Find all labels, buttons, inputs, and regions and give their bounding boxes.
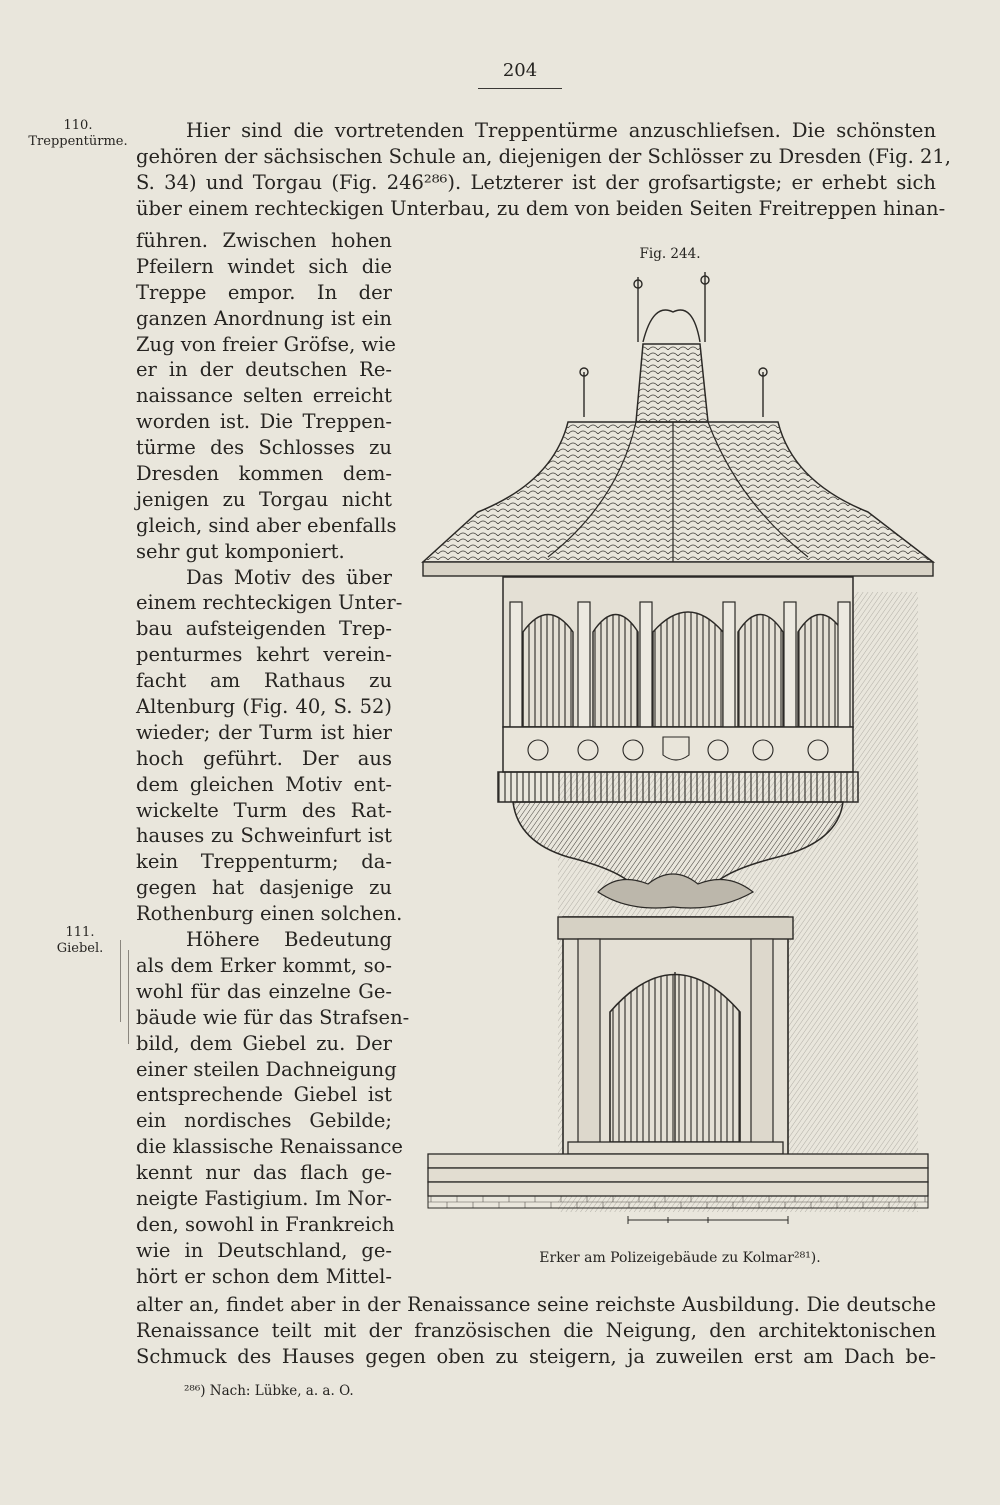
text-line: Höhere Bedeutung [186, 928, 392, 952]
body-text-left-column [136, 228, 410, 1290]
text-line: wieder; der Turm ist hier [136, 720, 392, 744]
text-line: naissance selten erreicht [136, 384, 392, 408]
page-number: 204 [502, 60, 538, 81]
text-line: alter an, findet aber in der Renaissance seine reichste Ausbildung. Die deutsche [136, 1293, 936, 1316]
text-line: wickelte Turm des Rat- [136, 798, 392, 822]
balustrade [503, 727, 853, 772]
text-line: wohl für das einzelne Ge- [136, 979, 392, 1003]
margin-note-label: Treppentürme. [28, 134, 128, 149]
text-line: ganzen Anordnung ist ein [136, 306, 392, 330]
text-line: ein nordisches Gebilde; [136, 1109, 392, 1133]
text-line: neigte Fastigium. Im Nor- [136, 1186, 392, 1210]
oriel-engraving [418, 272, 938, 1232]
text-line: facht am Rathaus zu [136, 669, 392, 693]
text-line: penturmes kehrt verein- [136, 643, 392, 667]
scale-bar [628, 1216, 788, 1224]
margin-rule [120, 940, 121, 1022]
text-line: Pfeilern windet sich die [136, 254, 392, 278]
pavement [428, 1196, 928, 1208]
text-line: sehr gut komponiert. [136, 539, 345, 563]
margin-note-label: Giebel. [56, 941, 104, 956]
margin-note-111 [40, 925, 120, 957]
text-line: Rothenburg einen solchen. [136, 902, 403, 926]
roof-spire [636, 344, 708, 422]
text-line: Hier sind die vortretenden Treppentürme anzuschliefsen. Die schönsten [186, 119, 936, 142]
text-line: kein Treppenturm; da- [136, 850, 392, 874]
margin-note-number: 111. [65, 925, 95, 940]
frieze [498, 772, 858, 802]
text-line: hört er schon dem Mittel- [136, 1264, 392, 1288]
figure-label: Fig. 244. [639, 246, 701, 262]
text-line: wie in Deutschland, ge- [136, 1238, 392, 1262]
text-line: er in der deutschen Re- [136, 358, 392, 382]
roof-eave [423, 562, 933, 576]
text-line: worden ist. Die Treppen- [136, 410, 392, 434]
text-line: entsprechende Giebel ist [136, 1083, 392, 1107]
portal-pilaster [751, 939, 773, 1162]
text-line: Zug von freier Gröfse, wie [136, 332, 396, 356]
margin-rule [128, 950, 129, 1044]
text-line: bau aufsteigenden Trep- [136, 617, 392, 641]
body-text-top [136, 118, 952, 222]
figure-caption: Erker am Polizeigebäude zu Kolmar²⁸¹). [539, 1250, 821, 1266]
text-line: einem rechteckigen Unter- [136, 591, 403, 615]
text-line: führen. Zwischen hohen [136, 229, 392, 252]
text-line: kennt nur das flach ge- [136, 1161, 392, 1185]
portal-entablature [558, 917, 793, 939]
footnote: ²⁸⁶) Nach: Lübke, a. a. O. [184, 1383, 354, 1399]
text-line: hauses zu Schweinfurt ist [136, 824, 392, 848]
margin-note-number: 110. [63, 118, 93, 133]
margin-note-110 [22, 118, 134, 150]
text-line: hoch geführt. Der aus [136, 746, 392, 770]
text-line: den, sowohl in Frankreich [136, 1212, 395, 1236]
roof [423, 422, 933, 562]
text-line: Dresden kommen dem- [136, 462, 392, 486]
text-line: S. 34) und Torgau (Fig. 246²⁸⁶). Letzterer ist der grofsartigste; er erhebt sich [136, 170, 936, 194]
page-number-rule [478, 88, 562, 89]
text-line: gleich, sind aber ebenfalls [136, 513, 397, 537]
text-line: die klassische Renaissance [136, 1135, 403, 1159]
text-line: als dem Erker kommt, so- [136, 953, 392, 977]
text-line: Renaissance teilt mit der französischen die Neigung, den architektonischen [136, 1318, 936, 1342]
text-line: einer steilen Dachneigung [136, 1057, 397, 1081]
text-line: bild, dem Giebel zu. Der [136, 1031, 392, 1055]
text-line: gehören der sächsischen Schule an, diejenigen der Schlösser zu Dresden (Fig. 21, [136, 144, 952, 168]
text-line: bäude wie für das Strafsen- [136, 1005, 410, 1029]
text-line: gegen hat dasjenige zu [136, 876, 392, 900]
text-line: Das Motiv des über [186, 565, 392, 589]
text-line: Treppe empor. In der [136, 280, 392, 304]
text-line: türme des Schlosses zu [136, 436, 392, 460]
body-text-bottom [136, 1292, 936, 1370]
portal-pilaster [578, 939, 600, 1162]
text-line: Schmuck des Hauses gegen oben zu steigern, ja zuweilen erst am Dach be- [136, 1344, 936, 1368]
text-line: Altenburg (Fig. 40, S. 52) [136, 695, 392, 719]
text-line: über einem rechteckigen Unterbau, zu dem von beiden Seiten Freitreppen hinan- [136, 196, 946, 220]
text-line: dem gleichen Motiv ent- [136, 772, 392, 796]
text-line: jenigen zu Torgau nicht [136, 487, 392, 511]
figure-illustration [418, 272, 938, 1232]
